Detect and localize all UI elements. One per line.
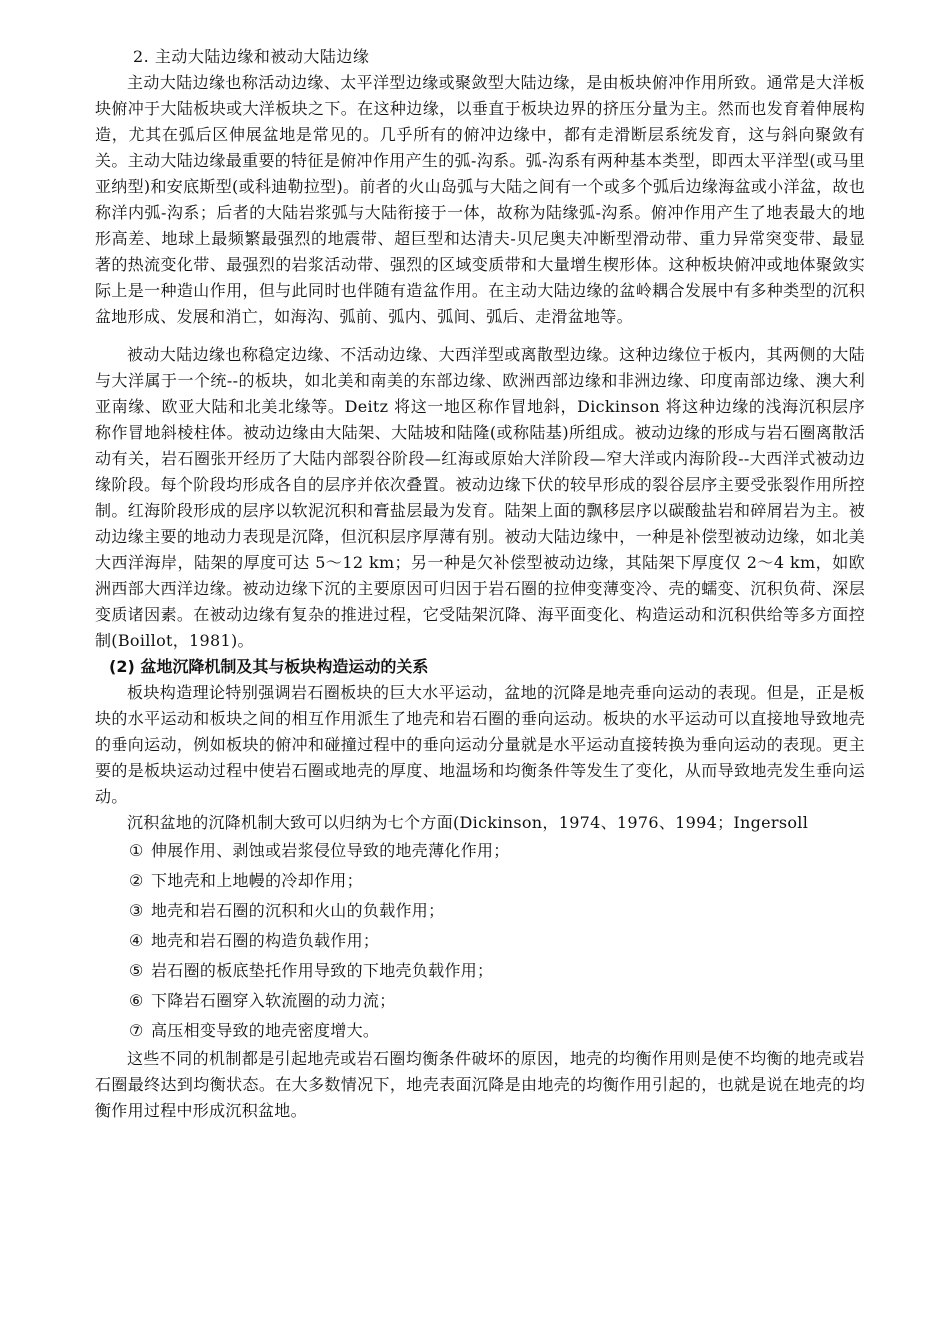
subsection-heading: (2) 盆地沉降机制及其与板块构造运动的关系 (109, 657, 429, 676)
mechanism-list (95, 836, 865, 1046)
document-page (95, 44, 865, 1124)
list-item-text: 岩石圈的板底垫托作用导致的下地壳负载作用； (151, 961, 494, 980)
paragraph-plate-tectonics: 板块构造理论特别强调岩石圈板块的巨大水平运动，盆地的沉降是地壳垂向运动的表现。但是，正是板块的水平运动和板块之间的相互作用派生了地壳和岩石圈的垂向运动。板块的水平运动可以直接地导致地壳的垂向运动，例如板块的俯冲和碰撞过程中的垂向运动分量就是水平运动直接转换为垂向运动的表现。更主要的是板块运动过程中使岩石圈或地壳的厚度、地温场和均衡条件等发生了变化，从而导致地壳发生垂向运动。 (95, 683, 865, 806)
list-marker: ④ (129, 931, 144, 950)
paragraph-passive-margin: 被动大陆边缘也称稳定边缘、不活动边缘、大西洋型或离散型边缘。这种边缘位于板内，其两侧的大陆与大洋属于一个统--的板块，如北美和南美的东部边缘、欧洲西部边缘和非洲边缘、印度南部边缘、澳大利亚南缘、欧亚大陆和北美北缘等。Deitz 将这一地区称作冒地斜，Dickinson 将这种边缘的浅海沉积层序称作冒地斜棱柱体。被动边缘由大陆架、大陆坡和陆隆(或称陆基)所组成。被动边缘的形成与岩石圈离散活动有关，岩石圈张开经历了大陆内部裂谷阶段—红海或原始大洋阶段—窄大洋或内海阶段--大西洋式被动边缘阶段。每个阶段均形成各自的层序并依次叠置。被动边缘下伏的较早形成的裂谷层序主要受张裂作用所控制。红海阶段形成的层序以软泥沉积和膏盐层最为发育。陆架上面的飘移层序以碳酸盐岩和碎屑岩为主。被动边缘主要的地动力表现是沉降，但沉积层序厚薄有别。被动大陆边缘中，一种是补偿型被动边缘，如北美大西洋海岸，陆架的厚度可达 5～12 km；另一种是欠补偿型被动边缘，其陆架下厚度仅 2～4 km，如欧洲西部大西洋边缘。被动边缘下沉的主要原因可归因于岩石圈的拉伸变薄变冷、壳的蠕变、沉积负荷、深层变质诸因素。在被动边缘有复杂的推进过程，它受陆架沉降、海平面变化、构造运动和沉积供给等多方面控制(Boillot，1981)。 (95, 345, 865, 650)
list-marker: ⑥ (129, 991, 144, 1010)
list-marker: ③ (129, 901, 144, 920)
list-item-text: 下降岩石圈穿入软流圈的动力流； (151, 991, 396, 1010)
list-item-text: 下地壳和上地幔的冷却作用； (151, 871, 363, 890)
section-heading: 2. 主动大陆边缘和被动大陆边缘 (133, 47, 370, 66)
list-item-text: 伸展作用、剥蚀或岩浆侵位导致的地壳薄化作用； (151, 841, 510, 860)
list-marker: ① (129, 841, 144, 860)
list-item-text: 高压相变导致的地壳密度增大。 (151, 1021, 380, 1040)
list-marker: ⑤ (129, 961, 144, 980)
list-item-text: 地壳和岩石圈的沉积和火山的负载作用； (151, 901, 445, 920)
list-item (129, 956, 865, 986)
list-item (129, 986, 865, 1016)
list-item (129, 836, 865, 866)
list-item (129, 896, 865, 926)
list-item (129, 866, 865, 896)
list-item-text: 地壳和岩石圈的构造负载作用； (151, 931, 380, 950)
list-item (129, 926, 865, 956)
paragraph-active-margin: 主动大陆边缘也称活动边缘、太平洋型边缘或聚敛型大陆边缘，是由板块俯冲作用所致。通常是大洋板块俯冲于大陆板块或大洋板块之下。在这种边缘，以垂直于板块边界的挤压分量为主。然而也发育着伸展构造，尤其在弧后区伸展盆地是常见的。几乎所有的俯冲边缘中，都有走滑断层系统发育，这与斜向聚敛有关。主动大陆边缘最重要的特征是俯冲作用产生的弧-沟系。弧-沟系有两种基本类型，即西太平洋型(或马里亚纳型)和安底斯型(或科迪勒拉型)。前者的火山岛弧与大陆之间有一个或多个弧后边缘海盆或小洋盆，故也称洋内弧-沟系；后者的大陆岩浆弧与大陆衔接于一体，故称为陆缘弧-沟系。俯冲作用产生了地表最大的地形高差、地球上最频繁最强烈的地震带、超巨型和达清夫-贝尼奥夫冲断型滑动带、重力异常突变带、最显著的热流变化带、最强烈的岩浆活动带、强烈的区域变质带和大量增生楔形体。这种板块俯冲或地体聚敛实际上是一种造山作用，但与此同时也伴随有造盆作用。在主动大陆边缘的盆岭耦合发展中有多种类型的沉积盆地形成、发展和消亡，如海沟、弧前、弧内、弧间、弧后、走滑盆地等。 (95, 73, 865, 326)
paragraph-closing: 这些不同的机制都是引起地壳或岩石圈均衡条件破坏的原因，地壳的均衡作用则是使不均衡的地壳或岩石圈最终达到均衡状态。在大多数情况下，地壳表面沉降是由地壳的均衡作用引起的，也就是说在地壳的均衡作用过程中形成沉积盆地。 (95, 1049, 865, 1120)
list-marker: ② (129, 871, 144, 890)
list-item (129, 1016, 865, 1046)
list-marker: ⑦ (129, 1021, 144, 1040)
paragraph-subsidence-intro: 沉积盆地的沉降机制大致可以归纳为七个方面(Dickinson，1974、1976、1994；Ingersoll (127, 813, 809, 832)
